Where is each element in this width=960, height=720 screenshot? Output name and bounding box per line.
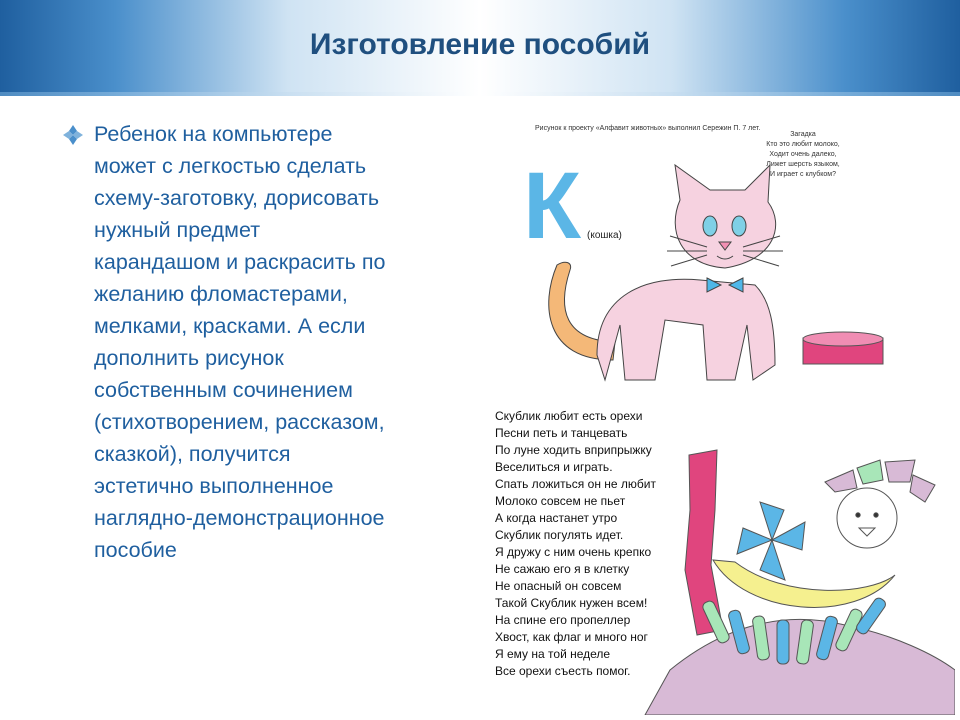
creature-eye (856, 513, 860, 517)
riddle-line: Кто это любит молоко, (766, 141, 840, 148)
poem-line: На спине его пропеллер (495, 613, 631, 627)
riddle-line: Ходит очень далеко, (769, 151, 837, 158)
diamond-bullet-icon (62, 124, 84, 146)
bowl-rim (803, 332, 883, 346)
creature-head (837, 488, 897, 548)
poem-line: Скублик погулять идет. (495, 528, 624, 542)
poem-line: Я ему на той неделе (495, 647, 611, 661)
poem-line: Веселиться и играть. (495, 460, 613, 474)
riddle-line: Лижет шерсть языком, (766, 161, 840, 168)
poem-line: Песни петь и танцевать (495, 426, 628, 440)
skublik-drawing (645, 450, 955, 715)
children-drawings-figure (485, 110, 955, 715)
poem-line: Хвост, как флаг и много ног (495, 630, 648, 644)
moon-body (713, 560, 895, 607)
creature-eye (874, 513, 878, 517)
poem-line: А когда настанет утро (495, 511, 618, 525)
cat-head (675, 165, 776, 268)
big-letter: К (523, 153, 581, 259)
slide-title: Изготовление пособий (309, 28, 651, 61)
poem-line: Такой Скублик нужен всем! (495, 596, 648, 610)
creature-leg (777, 620, 789, 664)
riddle-line: И играет с клубком? (769, 171, 837, 178)
riddle-text (766, 131, 840, 178)
poem-line: Все орехи съесть помог. (495, 664, 631, 678)
drawing-caption: Рисунок к проекту «Алфавит животных» выполнил Сережин П. 7 лет. (535, 125, 761, 132)
word-label: (кошка) (587, 230, 622, 241)
cat-drawing (549, 165, 783, 380)
riddle-line: Загадка (790, 131, 816, 138)
poem-line: Спать ложиться он не любит (495, 477, 656, 491)
hair-petal (910, 475, 935, 502)
propeller-icon (737, 502, 805, 580)
milk-bowl (803, 332, 883, 364)
poem-line: Скублик любит есть орехи (495, 409, 643, 423)
cat-eye-right (732, 216, 746, 236)
bullet-text: Ребенок на компьютере может с легкостью сделать схему-заготовку, дорисовать нужный предмет карандашом и раскрасить по желанию фломастерами, мелками, красками. А если дополнить рисунок собственным сочинением (стихотворением, рассказом, сказкой), получится эстетично выполненное наглядно-демонстрационное пособие (94, 122, 386, 562)
poem-line: Молоко совсем не пьет (495, 494, 626, 508)
hair-petal (857, 460, 883, 484)
poem-line: По луне ходить вприпрыжку (495, 443, 652, 457)
cat-body (597, 279, 775, 380)
poem-text (495, 409, 656, 678)
cat-eye-left (703, 216, 717, 236)
hair-petal (825, 470, 857, 492)
poem-line: Я дружу с ним очень крепко (495, 545, 652, 559)
poem-line: Не сажаю его я в клетку (495, 562, 630, 576)
hair-petal (885, 460, 915, 482)
poem-line: Не опасный он совсем (495, 579, 622, 593)
